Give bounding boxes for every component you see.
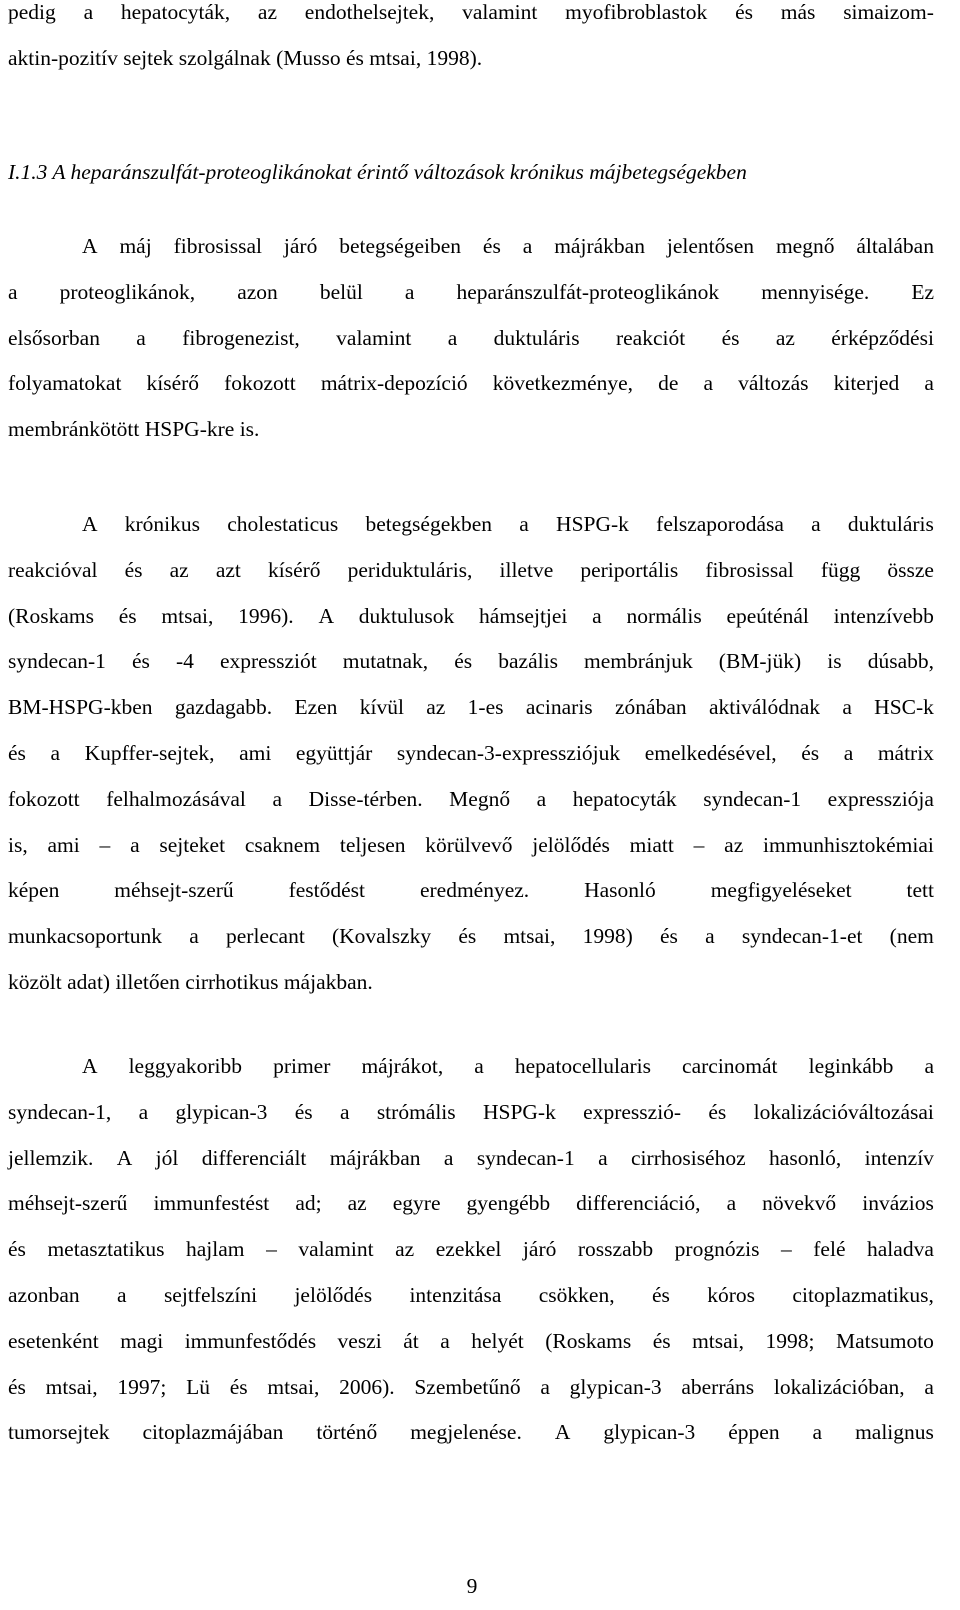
text-line: folyamatokat kísérő fokozott mátrix-depozíció következménye, de a változás kiterjed a (8, 371, 934, 396)
page-number: 9 (466, 1574, 478, 1598)
text-line: syndecan-1, a glypican-3 és a strómális HSPG-k expresszió- és lokalizációváltozásai (8, 1099, 934, 1124)
text-line: munkacsoportunk a perlecant (Kovalszky és mtsai, 1998) és a syndecan-1-et (nem (8, 924, 934, 949)
text-line: (Roskams és mtsai, 1996). A duktulusok hámsejtjei a normális epeúténál intenzívebb (8, 603, 934, 628)
text-line: aktin-pozitív sejtek szolgálnak (Musso és mtsai, 1998). (8, 45, 483, 70)
text-line: és a Kupffer-sejtek, ami együttjár syndecan-3-expressziójuk emelkedésével, és a mátrix (8, 741, 934, 765)
text-line: A krónikus cholestaticus betegségekben a HSPG-k felszaporodása a duktuláris (82, 512, 934, 536)
text-line: azonban a sejtfelszíni jelölődés intenzitása csökken, és kóros citoplazmatikus, (8, 1283, 934, 1307)
text-line: fokozott felhalmozásával a Disse-térben. Megnő a hepatocyták syndecan-1 expressziója (8, 786, 934, 811)
text-line: méhsejt-szerű immunfestést ad; az egyre gyengébb differenciáció, a növekvő invázios (8, 1191, 934, 1216)
text-line: A máj fibrosissal járó betegségeiben és a májrákban jelentősen megnő általában (82, 234, 934, 258)
text-line: BM-HSPG-kben gazdagabb. Ezen kívül az 1-es acinaris zónában aktiválódnak a HSC-k (8, 695, 934, 720)
text-line: a proteoglikánok, azon belül a heparánszulfát-proteoglikánok mennyisége. Ez (8, 279, 934, 304)
text-line: esetenként magi immunfestődés veszi át a helyét (Roskams és mtsai, 1998; Matsumoto (8, 1328, 934, 1353)
text-line: tumorsejtek citoplazmájában történő megjelenése. A glypican-3 éppen a malignus (8, 1420, 934, 1445)
text-line: közölt adat) illetően cirrhotikus májakban. (8, 970, 373, 994)
text-line: és mtsai, 1997; Lü és mtsai, 2006). Szembetűnő a glypican-3 aberráns lokalizációban, a (8, 1374, 934, 1399)
text-line: képen méhsejt-szerű festődést eredményez. Hasonló megfigyeléseket tett (8, 878, 934, 903)
text-line: reakcióval és az azt kísérő periduktuláris, illetve periportális fibrosissal függ össze (8, 557, 934, 582)
text-line: is, ami – a sejteket csaknem teljesen körülvevő jelölődés miatt – az immunhisztokémiai (8, 832, 934, 857)
text-line: jellemzik. A jól differenciált májrákban a syndecan-1 a cirrhosiséhoz hasonló, intenzív (8, 1145, 934, 1170)
text-line: syndecan-1 és -4 expressziót mutatnak, és bazális membránjuk (BM-jük) is dúsabb, (8, 649, 934, 674)
text-line: A leggyakoribb primer májrákot, a hepatocellularis carcinomát leginkább a (82, 1054, 934, 1078)
section-heading: I.1.3 A heparánszulfát-proteoglikánokat érintő változások krónikus májbetegségekben (8, 160, 747, 184)
text-line: membránkötött HSPG-kre is. (8, 417, 260, 442)
text-line: pedig a hepatocyták, az endothelsejtek, valamint myofibroblastok és más simaizom- (8, 0, 934, 24)
text-line: elsősorban a fibrogenezist, valamint a duktuláris reakciót és az érképződési (8, 325, 934, 350)
text-line: és metasztatikus hajlam – valamint az ezekkel járó rosszabb prognózis – felé haladva (8, 1237, 934, 1262)
